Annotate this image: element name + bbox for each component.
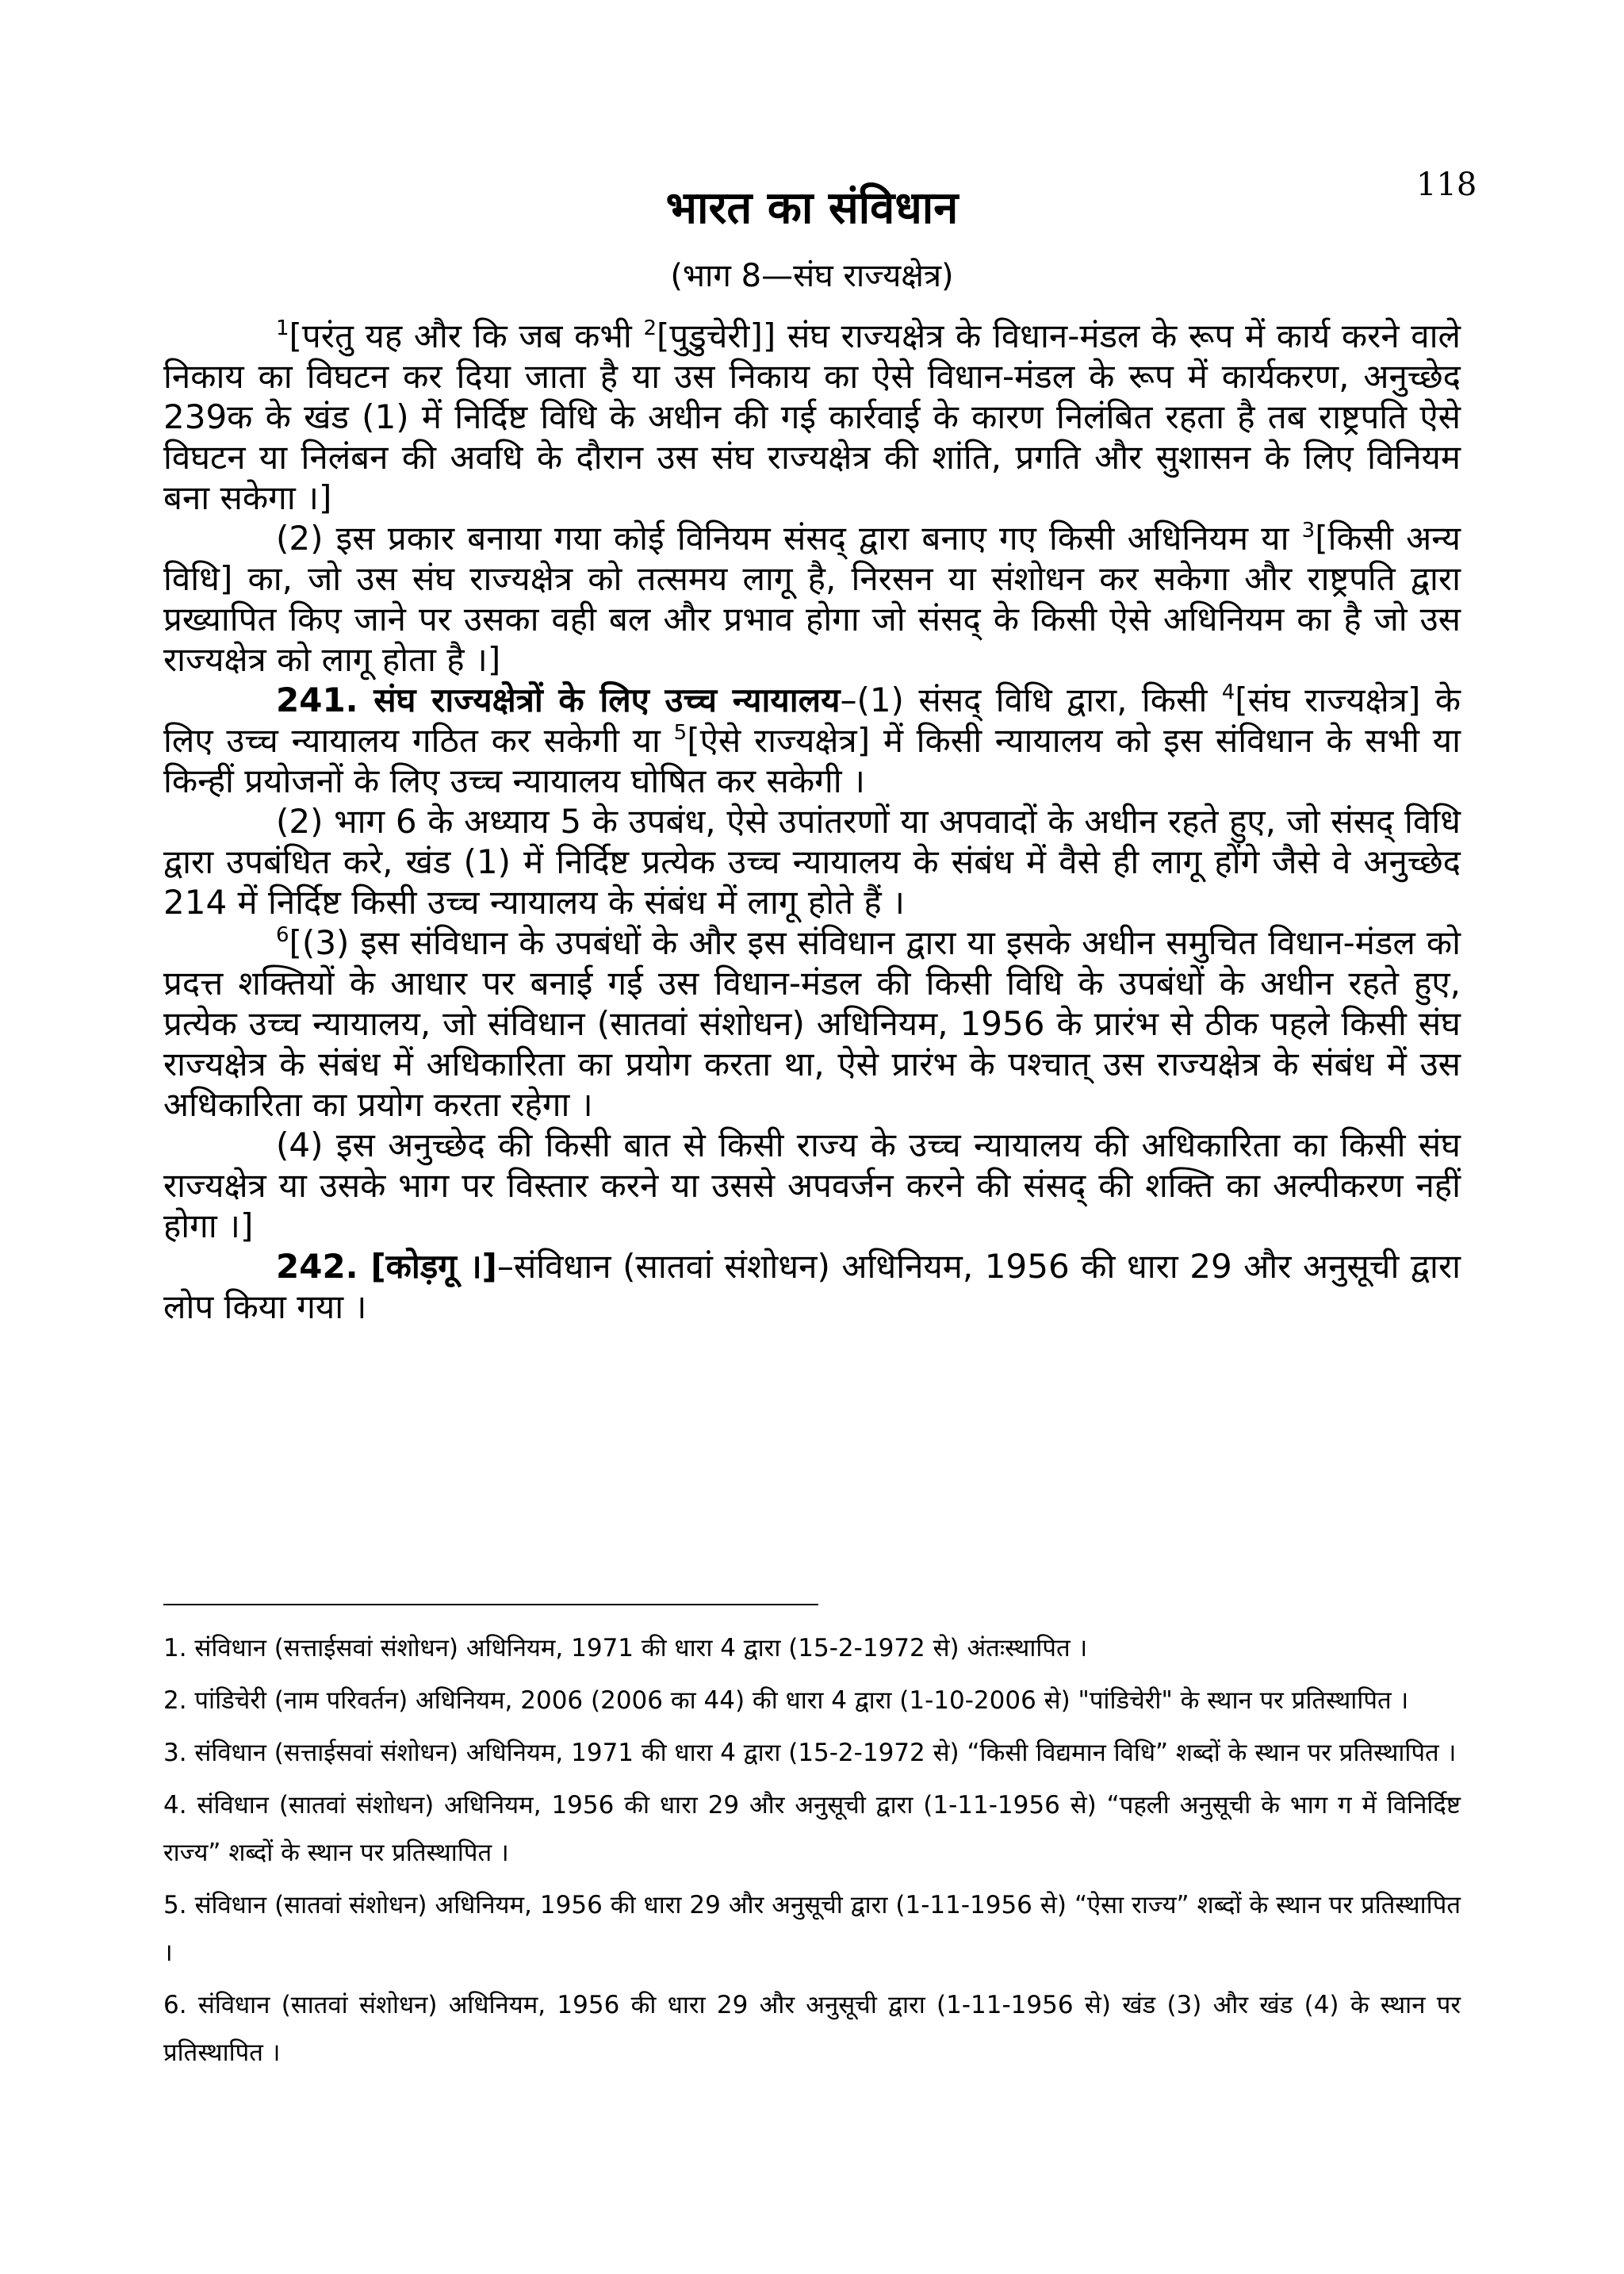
article-heading: 242. [कोड़गू ।] bbox=[276, 1247, 497, 1286]
footnote-item: 2. पांडिचेरी (नाम परिवर्तन) अधिनियम, 2006 (2006 का 44) की धारा 4 द्वारा (1-10-2006 से) "पांडिचेरी" के स्थान पर प्रतिस्थापित । bbox=[163, 1686, 1409, 1715]
page-subtitle: (भाग 8—संघ राज्यक्षेत्र) bbox=[670, 258, 954, 294]
page-title: भारत का संविधान bbox=[665, 182, 959, 234]
paragraph-article-241 bbox=[163, 680, 1461, 801]
paragraph-241-clause-2 bbox=[163, 801, 1461, 922]
footnote-marker: 1 bbox=[276, 316, 289, 340]
paragraph-241-clause-3 bbox=[163, 922, 1461, 1125]
paragraph-text: [संघ राज्यक्षेत्र] के लिए उच्च न्यायालय गठित कर सकेगी या bbox=[163, 681, 1461, 760]
footnote-marker: 6 bbox=[276, 923, 289, 947]
footnote-marker: 2 bbox=[643, 316, 657, 340]
document-body bbox=[163, 316, 1461, 1327]
paragraph-article-242 bbox=[163, 1246, 1461, 1327]
footnote-item: 5. संविधान (सातवां संशोधन) अधिनियम, 1956 की धारा 29 और अनुसूची द्वारा (1-11-1956 से) “ऐसा राज्य” शब्दों के स्थान पर प्रतिस्थापित । bbox=[163, 1891, 1461, 1967]
paragraph-text: (2) इस प्रकार बनाया गया कोई विनियम संसद् द्वारा बनाए गए किसी अधिनियम या bbox=[276, 519, 1302, 558]
paragraph-241-clause-4 bbox=[163, 1125, 1461, 1246]
paragraph-text: (2) भाग 6 के अध्याय 5 के उपबंध, ऐसे उपांतरणों या अपवादों के अधीन रहते हुए, जो संसद् विधि द्वारा उपबंधित करे, खंड (1) में निर्दिष्ट प्रत्येक उच्च न्यायालय के संबंध में वैसे ही लागू होंगे जैसे वे अनुच्छेद 214 में निर्दिष्ट किसी उच्च न्यायालय के संबंध में लागू होते हैं । bbox=[163, 802, 1461, 922]
page-number: 118 bbox=[1416, 167, 1477, 203]
paragraph-text: (4) इस अनुच्छेद की किसी बात से किसी राज्य के उच्च न्यायालय की अधिकारिता का किसी संघ राज्यक्षेत्र या उसके भाग पर विस्तार करने या उससे अपवर्जन करने की संसद् की शक्ति का अल्पीकरण नहीं होगा ।] bbox=[163, 1125, 1461, 1245]
footnote-item: 3. संविधान (सत्ताईसवां संशोधन) अधिनियम, 1971 की धारा 4 द्वारा (15-2-1972 से) “किसी विद्यमान विधि” शब्दों के स्थान पर प्रतिस्थापित । bbox=[163, 1739, 1457, 1767]
footnote-item: 1. संविधान (सत्ताईसवां संशोधन) अधिनियम, 1971 की धारा 4 द्वारा (15-2-1972 से) अंतःस्थापित । bbox=[163, 1634, 1088, 1662]
paragraph-text: [परंतु यह और कि जब कभी bbox=[289, 316, 644, 355]
footnote-item: 6. संविधान (सातवां संशोधन) अधिनियम, 1956 की धारा 29 और अनुसूची द्वारा (1-11-1956 से) खंड (3) और खंड (4) के स्थान पर प्रतिस्थापित । bbox=[163, 1991, 1461, 2067]
paragraph-proviso bbox=[163, 316, 1461, 518]
paragraph-text: [(3) इस संविधान के उपबंधों के और इस संविधान द्वारा या इसके अधीन समुचित विधान-मंडल को प्रदत्त शक्तियों के आधार पर बनाई गई उस विधान-मंडल की किसी विधि के उपबंधों के अधीन रहते हुए, प्रत्येक उच्च न्यायालय, जो संविधान (सातवां संशोधन) अधिनियम, 1956 के प्रारंभ से ठीक पहले किसी संघ राज्यक्षेत्र के संबंध में अधिकारिता का प्रयोग करता था, ऐसे प्रारंभ के पश्चात् उस राज्यक्षेत्र के संबंध में उस अधिकारिता का प्रयोग करता रहेगा । bbox=[163, 923, 1461, 1124]
footnotes bbox=[163, 1624, 1461, 2081]
footnote-marker: 3 bbox=[1301, 519, 1316, 543]
paragraph-clause-2 bbox=[163, 518, 1461, 680]
paragraph-text: –(1) संसद् विधि द्वारा, किसी bbox=[840, 681, 1222, 719]
paragraph-text: –संविधान (सातवां संशोधन) अधिनियम, 1956 की धारा 29 और अनुसूची द्वारा लोप किया गया । bbox=[163, 1247, 1461, 1326]
paragraph-text: [पुडुचेरी]] संघ राज्यक्षेत्र के विधान-मंडल के रूप में कार्य करने वाले निकाय का विघटन कर दिया जाता है या उस निकाय का ऐसे विधान-मंडल के रूप में कार्यकरण, अनुच्छेद 239क के खंड (1) में निर्दिष्ट विधि के अधीन की गई कार्रवाई के कारण निलंबित रहता है तब राष्ट्रपति ऐसे विघटन या निलंबन की अवधि के दौरान उस संघ राज्यक्षेत्र की शांति, प्रगति और सुशासन के लिए विनियम बना सकेगा ।] bbox=[163, 316, 1461, 517]
paragraph-text: [किसी अन्य विधि] का, जो उस संघ राज्यक्षेत्र को तत्समय लागू है, निरसन या संशोधन कर सकेगा और राष्ट्रपति द्वारा प्रख्यापित किए जाने पर उसका वही बल और प्रभाव होगा जो संसद् के किसी ऐसे अधिनियम का है जो उस राज्यक्षेत्र को लागू होता है ।] bbox=[163, 519, 1461, 679]
article-heading: 241. संघ राज्यक्षेत्रों के लिए उच्च न्यायालय bbox=[276, 681, 841, 719]
paragraph-text: [ऐसे राज्यक्षेत्र] में किसी न्यायालय को इस संविधान के सभी या किन्हीं प्रयोजनों के लिए उच्च न्यायालय घोषित कर सकेगी । bbox=[163, 721, 1461, 800]
footnote-item: 4. संविधान (सातवां संशोधन) अधिनियम, 1956 की धारा 29 और अनुसूची द्वारा (1-11-1956 से) “पहली अनुसूची के भाग ग में विनिर्दिष्ट राज्य” शब्दों के स्थान पर प्रतिस्थापित । bbox=[163, 1791, 1461, 1867]
footnote-divider bbox=[163, 1604, 818, 1605]
footnote-marker: 4 bbox=[1221, 681, 1235, 704]
footnote-marker: 5 bbox=[673, 721, 688, 745]
